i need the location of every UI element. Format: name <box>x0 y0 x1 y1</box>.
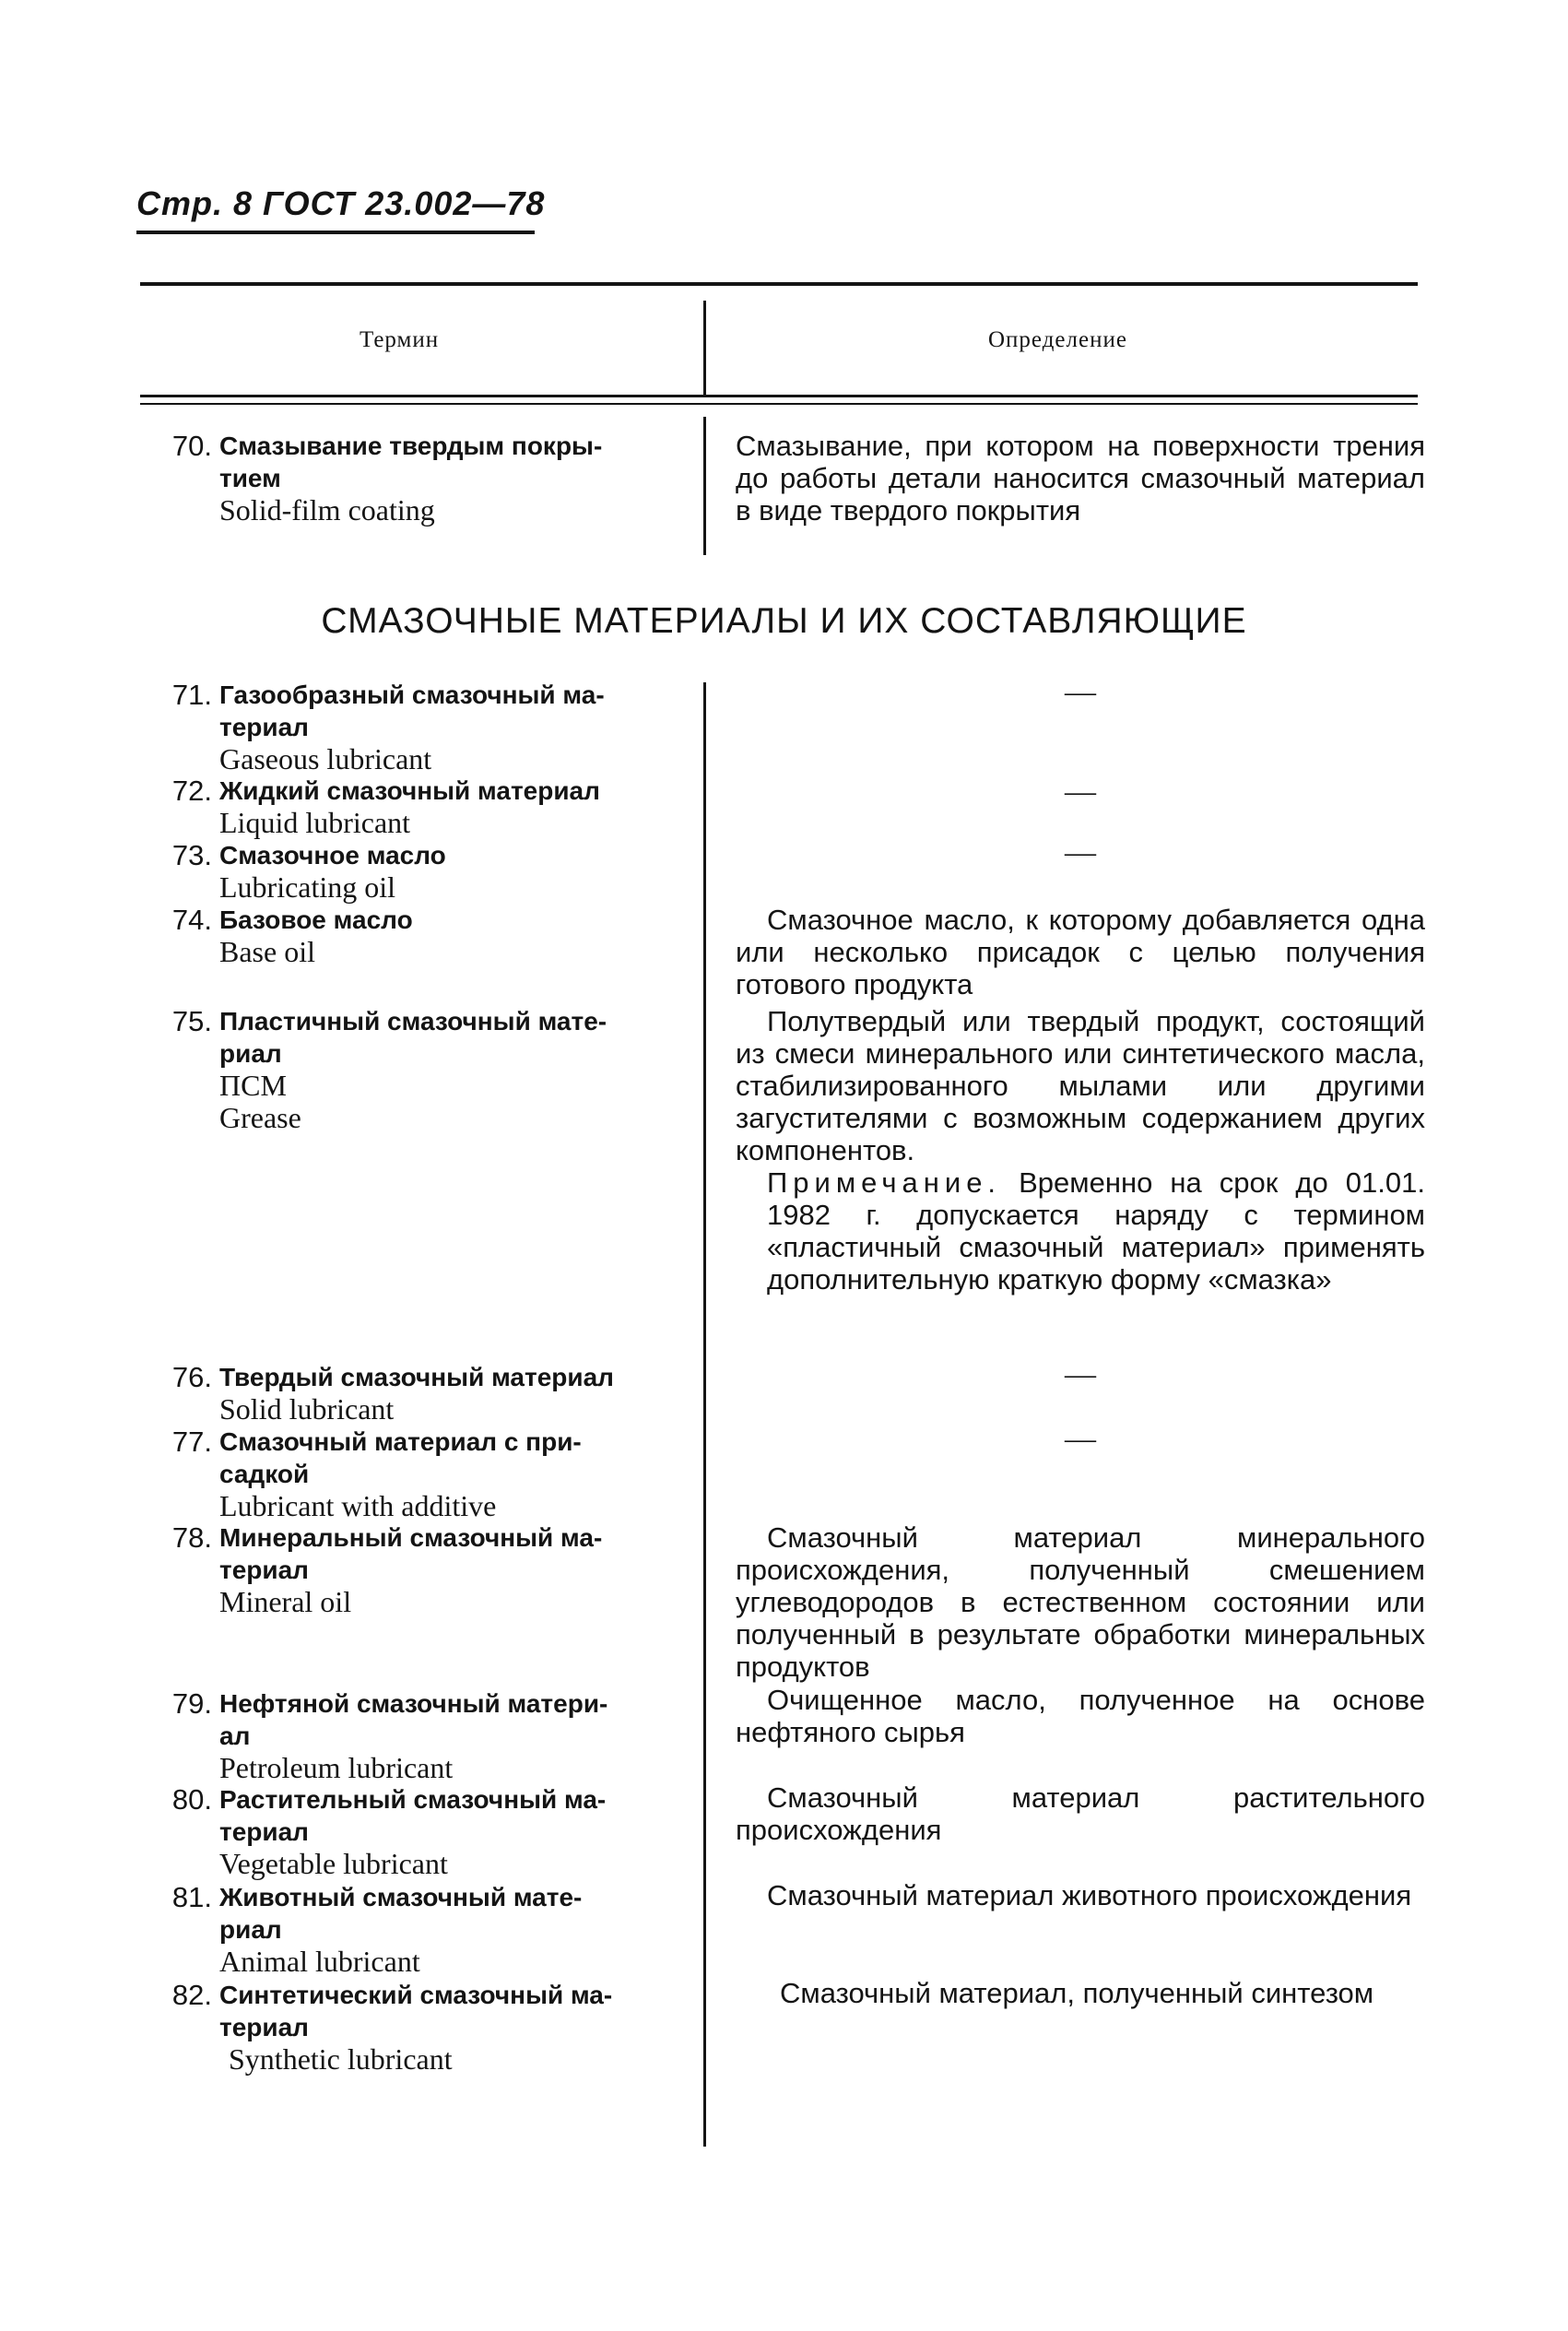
table-head-rule <box>140 403 1418 405</box>
term-entry-79 <box>171 1687 688 1784</box>
term-ru: садкой <box>219 1460 310 1488</box>
term-number: 70. <box>171 430 212 462</box>
column-divider <box>703 301 706 395</box>
term-en: Base oil <box>219 935 315 968</box>
term-number: 77. <box>171 1426 212 1458</box>
header-rule <box>136 231 535 234</box>
term-entry-77 <box>171 1426 688 1522</box>
term-entry-76 <box>171 1361 688 1426</box>
term-en: Solid-film coating <box>219 493 435 527</box>
definition-73: — <box>1065 835 1096 870</box>
term-ru: Нефтяной смазочный матери- <box>219 1689 608 1718</box>
term-abbreviation: ПСМ <box>219 1069 287 1102</box>
definition-78: Смазочный материал минерального происхождения, полученный смешением углеводородов в естественном состоянии или полученный в результате обработки минеральных продуктов <box>736 1521 1425 1683</box>
definition-70: Смазывание, при котором на поверхности трения до работы детали наносится смазочный материал в виде твердого покрытия <box>736 430 1425 527</box>
term-ru: Твердый смазочный материал <box>219 1363 614 1391</box>
definition-77: — <box>1065 1422 1096 1456</box>
term-number: 73. <box>171 839 212 871</box>
term-ru: риал <box>219 1039 282 1068</box>
term-ru: Животный смазочный мате- <box>219 1883 583 1911</box>
page-header: Стр. 8 ГОСТ 23.002—78 <box>136 184 546 222</box>
term-entry-75 <box>171 1005 688 1134</box>
column-header-definition: Определение <box>988 327 1127 352</box>
term-ru: Газообразный смазочный ма- <box>219 680 605 709</box>
term-en: Vegetable lubricant <box>219 1847 448 1880</box>
term-ru: Смазочный материал с при- <box>219 1427 582 1456</box>
term-entry-80 <box>171 1783 688 1880</box>
term-entry-82 <box>171 1979 688 2076</box>
term-en: Animal lubricant <box>219 1945 420 1978</box>
term-number: 78. <box>171 1521 212 1554</box>
term-en: Liquid lubricant <box>219 806 411 839</box>
term-number: 74. <box>171 904 212 936</box>
definition-79: Очищенное масло, полученное на основе нефтяного сырья <box>736 1684 1425 1748</box>
term-number: 82. <box>171 1979 212 2011</box>
term-en: Gaseous lubricant <box>219 742 432 775</box>
term-number: 79. <box>171 1687 212 1720</box>
term-ru: Базовое масло <box>219 905 413 934</box>
table-head-rule <box>140 395 1418 397</box>
definition-74: Смазочное масло, к которому добавляется одна или несколько присадок с целью получения готового продукта <box>736 904 1425 1000</box>
term-entry-70 <box>171 430 688 527</box>
note-label: Примечание. <box>767 1166 1002 1199</box>
definition-72: — <box>1065 775 1096 809</box>
term-ru: риал <box>219 1915 282 1944</box>
term-entry-81 <box>171 1881 688 1978</box>
term-ru: Смазочное масло <box>219 841 446 870</box>
term-ru: териал <box>219 1817 309 1846</box>
term-ru: Минеральный смазочный ма- <box>219 1523 603 1552</box>
term-ru: Синтетический смазочный ма- <box>219 1981 613 2009</box>
term-en: Lubricating oil <box>219 870 396 904</box>
table-top-rule <box>140 282 1418 286</box>
definition-82: Смазочный материал, полученный синтезом <box>780 1977 1374 2009</box>
term-entry-71 <box>171 679 688 775</box>
term-entry-78 <box>171 1521 688 1618</box>
term-en: Lubricant with additive <box>219 1489 497 1522</box>
term-number: 75. <box>171 1005 212 1037</box>
term-en: Solid lubricant <box>219 1392 395 1426</box>
term-number: 80. <box>171 1783 212 1816</box>
term-en: Petroleum lubricant <box>219 1751 454 1784</box>
term-ru: ал <box>219 1722 251 1750</box>
definition-76: — <box>1065 1357 1096 1391</box>
definition-81: Смазочный материал животного происхождения <box>767 1879 1412 1911</box>
term-ru: Жидкий смазочный материал <box>219 776 600 805</box>
term-ru: Растительный смазочный ма- <box>219 1785 607 1814</box>
definition-75-text: Полутвердый или твердый продукт, состоящий из смеси минерального или синтетического масла, стабилизированного мылами или другими загустителями с возможным содержанием других компонентов. <box>736 1005 1425 1166</box>
term-en: Grease <box>219 1101 301 1134</box>
note-text: Временно на срок до 01.01. 1982 г. допускается наряду с термином «пластичный смазочный материал» применять дополнительную краткую форму «смазка» <box>767 1166 1425 1296</box>
section-title: СМАЗОЧНЫЕ МАТЕРИАЛЫ И ИХ СОСТАВЛЯЮЩИЕ <box>321 601 1247 641</box>
term-ru: териал <box>219 1556 309 1584</box>
term-number: 72. <box>171 775 212 807</box>
term-ru: Смазывание твердым покры- <box>219 432 603 460</box>
column-divider <box>703 417 706 555</box>
term-number: 71. <box>171 679 212 711</box>
column-divider <box>703 682 706 2147</box>
term-number: 76. <box>171 1361 212 1393</box>
column-header-term: Термин <box>360 327 440 352</box>
term-entry-72 <box>171 775 688 839</box>
term-en: Mineral oil <box>219 1585 352 1618</box>
definition-75-note <box>736 1166 1425 1296</box>
term-ru: териал <box>219 2013 309 2041</box>
definition-75 <box>736 1005 1425 1296</box>
term-en: Synthetic lubricant <box>229 2042 453 2076</box>
term-entry-73 <box>171 839 688 904</box>
definition-71: — <box>1065 675 1096 709</box>
term-entry-74 <box>171 904 688 968</box>
term-ru: тием <box>219 464 281 492</box>
definition-80: Смазочный материал растительного происхождения <box>736 1781 1425 1846</box>
term-ru: териал <box>219 713 309 741</box>
term-number: 81. <box>171 1881 212 1913</box>
term-ru: Пластичный смазочный мате- <box>219 1007 607 1035</box>
